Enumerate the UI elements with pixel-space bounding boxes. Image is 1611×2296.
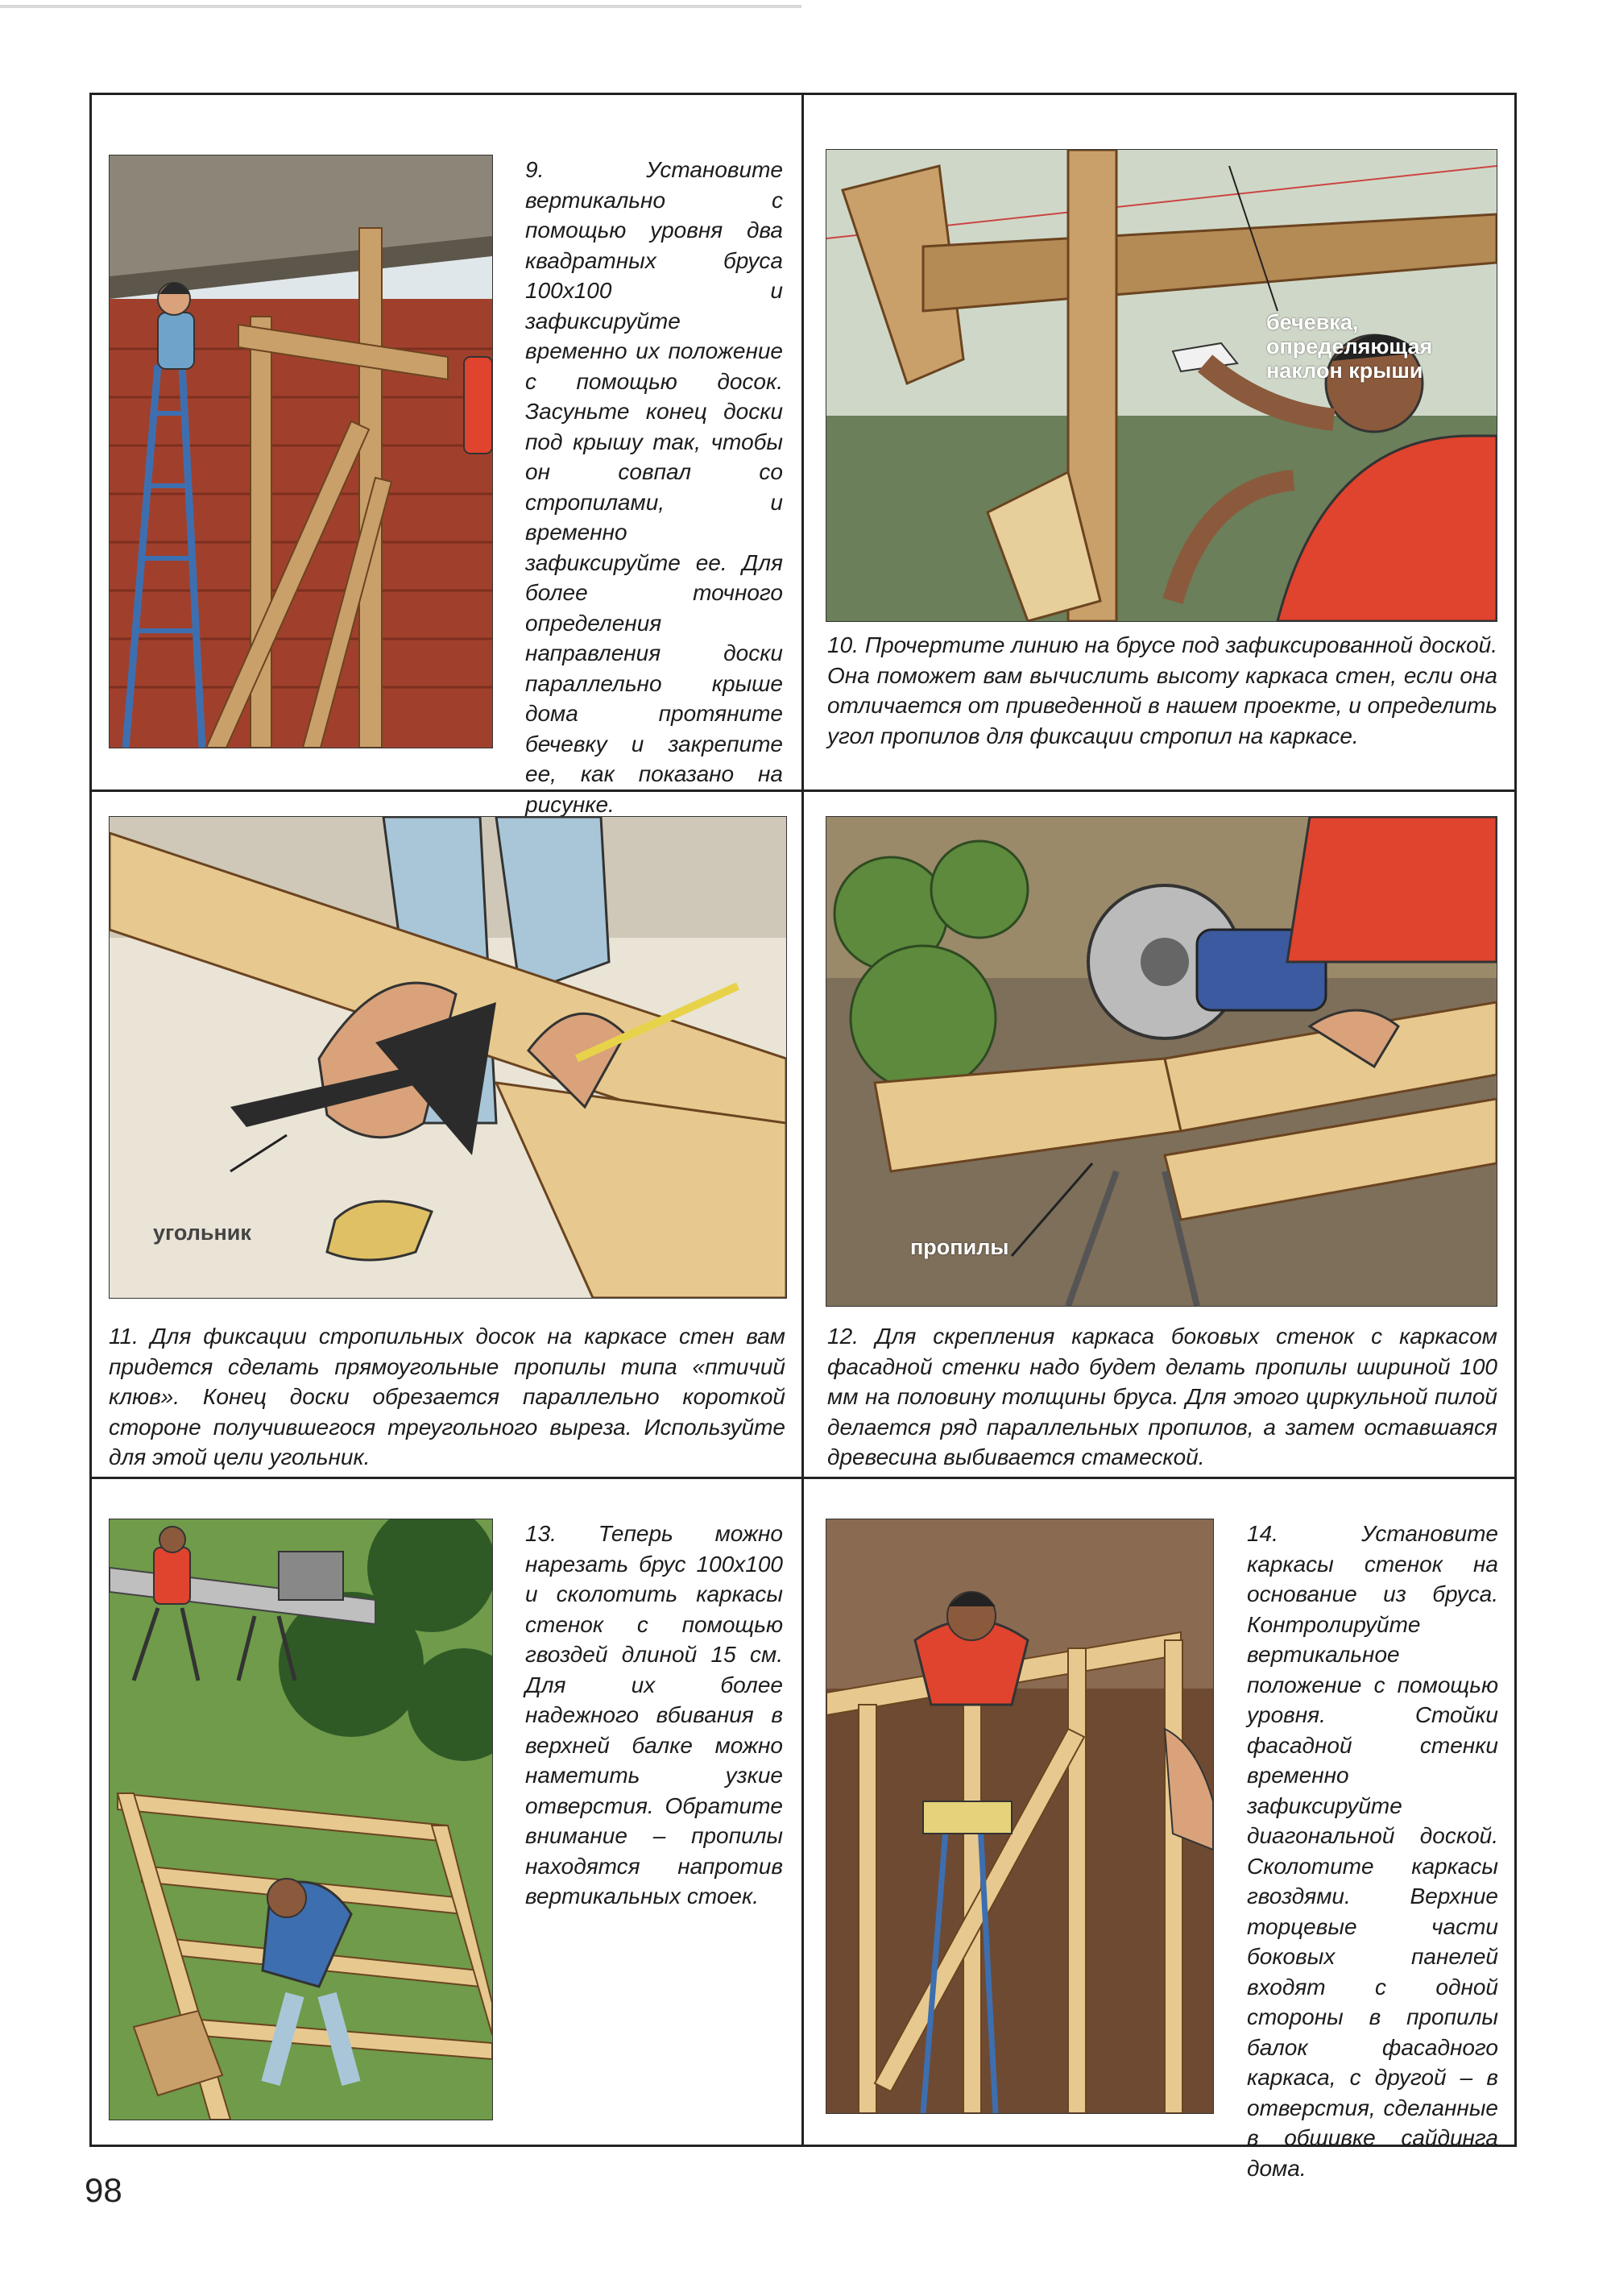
step-14-text: 14. Установите каркасы стенок на основание из бруса. Контролируйте вертикальное положение с помощью уровня. Стойки фасадной стенки временно зафиксируйте диагональной доской. Сколотите каркасы гвоздями. Верхние торцевые части боковых панелей входят с одной стороны в пропилы балок фасадного каркаса, с другой – в отверстия, сделанные в обшивке сайдинга дома. bbox=[1247, 1521, 1498, 2181]
step-12-illustration bbox=[826, 816, 1497, 1307]
step-10-illustration bbox=[826, 149, 1497, 622]
page-number: 98 bbox=[85, 2171, 122, 2209]
top-rule bbox=[0, 5, 801, 8]
step-13-text: 13. Теперь можно нарезать брус 100х100 и сколотить каркасы стенок с помощью гвоздей длиной 15 см. Для их более надежного вбивания в верхней балке можно наметить узкие отверстия. Обратите внимание – пропилы находятся напротив вертикальных стоек. bbox=[525, 1521, 783, 1908]
step-11-text: 11. Для фиксации стропильных досок на каркасе стен вам придется сделать прямоугольные пропилы типа «птичий клюв». Конец доски обрезается параллельно короткой стороне получившегося треугольного выреза. Используйте для этой цели угольник. bbox=[109, 1324, 785, 1469]
step-10-text: 10. Прочертите линию на брусе под зафиксированной доской. Она поможет вам вычислить высоту каркаса стен, если она отличается от приведенной в нашем проекте, и определить угол пропилов для фиксации стропил на каркасе. bbox=[827, 632, 1497, 748]
column-divider bbox=[801, 93, 804, 2147]
step-12-text: 12. Для скрепления каркаса боковых стенок с каркасом фасадной стенки надо будет делать пропилы шириной 100 мм на половину толщины бруса. Для этого циркульной пилой делается ряд параллельных пропилов, а затем оставшаяся древесина выбивается стамеской. bbox=[827, 1324, 1497, 1469]
string-label: бечевка, определяющая наклон крыши bbox=[1266, 310, 1433, 383]
step-9-text: 9. Установите вертикально с помощью уровня два квадратных бруса 100х100 и зафиксируйте временно их положение с помощью досок. Засуньте конец доски под крышу так, чтобы он совпал со стропилами, и временно зафиксируйте ее. Для более точного определения направления доски параллельно крыше дома протяните бечевку и закрепите ее, как показано на рисунке. bbox=[525, 157, 783, 817]
row-divider-2 bbox=[89, 1477, 1517, 1479]
square-tool-label: угольник bbox=[153, 1221, 251, 1245]
step-14-illustration bbox=[826, 1519, 1214, 2114]
kerfs-label: пропилы bbox=[910, 1235, 1009, 1259]
step-13-illustration bbox=[109, 1519, 493, 2120]
row-divider-1 bbox=[89, 790, 1517, 792]
step-9-illustration bbox=[109, 155, 493, 748]
